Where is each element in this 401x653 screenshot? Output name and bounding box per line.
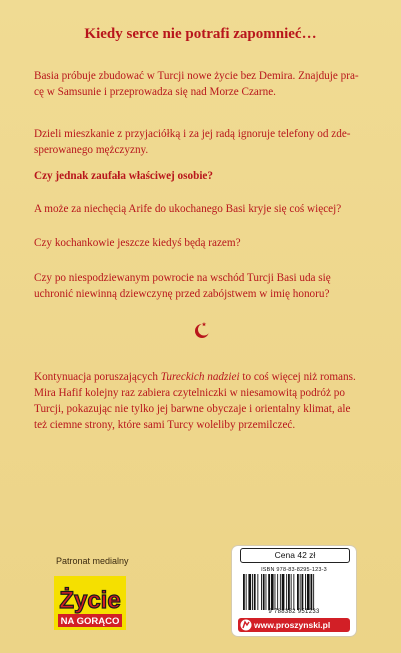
barcode-bar [243, 574, 245, 610]
paragraph-1-line-1: Basia próbuje zbudować w Turcji nowe życie bez Demira. Znajduje pra- [34, 70, 359, 82]
logo-word-1: Życie [59, 587, 121, 614]
paragraph-2 [34, 126, 374, 158]
paragraph-6-line-2: uchronić niewinną dziewczynę przed zabójstwem w imię honoru? [34, 288, 330, 300]
barcode-bar [307, 574, 310, 610]
paragraph-4-line-1: A może za niechęcią Arife do ukochanego Basi kryje się coś więcej? [34, 203, 342, 215]
barcode-bar [268, 574, 270, 610]
barcode-bar [261, 574, 262, 610]
barcode-bar [280, 574, 281, 610]
barcode-bar [263, 574, 265, 610]
blurb [34, 369, 374, 433]
publisher-logo-icon [240, 619, 252, 631]
paragraph-1 [34, 68, 374, 100]
paragraph-5-line-1: Czy kochankowie jeszcze kiedyś będą razem? [34, 237, 241, 249]
blurb-line-1: Kontynuacja poruszających Tureckich nadziei to coś więcej niż romans. [34, 371, 356, 383]
paragraph-2-line-1: Dzieli mieszkanie z przyjaciółką i za jej radą ignoruje telefony od zde- [34, 128, 351, 140]
barcode-bar [254, 574, 256, 610]
barcode-digits: 9 788382 951233 [268, 609, 320, 615]
barcode-bar [288, 574, 290, 610]
barcode-bar [266, 574, 267, 610]
blurb-line-2: Mira Hafif kolejny raz zabiera czytelniczki w niesamowitą podróż po [34, 387, 345, 399]
barcode-bar [300, 574, 301, 610]
barcode-bar [286, 574, 287, 610]
isbn-label: ISBN 978-83-8295-123-3 [261, 567, 327, 573]
paragraph-6 [34, 270, 374, 302]
barcode-bar [248, 574, 251, 610]
crescent-star-icon [193, 320, 213, 340]
barcode-bar [302, 574, 304, 610]
barcode-bar [291, 574, 292, 610]
book-series-title: Tureckich nadziei [160, 371, 240, 383]
paragraph-6-line-1: Czy po niespodziewanym powrocie na wschód Turcji Basi uda się [34, 272, 331, 284]
barcode-bar [257, 574, 258, 610]
barcode-bar [313, 574, 314, 610]
barcode-bar [252, 574, 253, 610]
paragraph-3-line-1: Czy jednak zaufała właściwej osobie? [34, 170, 213, 182]
paragraph-4 [34, 201, 374, 217]
barcode-bar [311, 574, 313, 610]
blurb-line-3: Turcji, pokazując nie tylko jej barwne obyczaje i orientalny klimat, ale [34, 403, 351, 415]
barcode-bar [297, 574, 299, 610]
logo-word-2: NA GORĄCO [60, 616, 120, 627]
barcode-bar [277, 574, 278, 610]
publisher-website-text: www.proszynski.pl [254, 620, 331, 630]
barcode-bar [305, 574, 306, 610]
zycie-na-goraco-logo [54, 576, 126, 630]
blurb-line-4: też ciemne strony, które sami Turcy woleliby przemilczeć. [34, 419, 296, 431]
barcode-bar [246, 574, 247, 610]
barcode [242, 574, 346, 610]
paragraph-1-line-2: cę w Samsunie i przeprowadza się nad Morze Czarne. [34, 86, 276, 98]
cover-headline: Kiedy serce nie potrafi zapomnieć… [84, 26, 317, 42]
barcode-bar [275, 574, 276, 610]
paragraph-2-line-2: sperowanego mężczyzny. [34, 144, 149, 156]
publisher-website [238, 618, 350, 632]
barcode-bar [293, 574, 294, 610]
barcode-bar [271, 574, 274, 610]
barcode-bar [282, 574, 285, 610]
price-sticker [232, 546, 356, 636]
paragraph-3 [34, 168, 374, 184]
price-label: Cena 42 zł [240, 548, 350, 563]
media-patronage-label: Patronat medialny [56, 556, 129, 566]
paragraph-5 [34, 235, 374, 251]
